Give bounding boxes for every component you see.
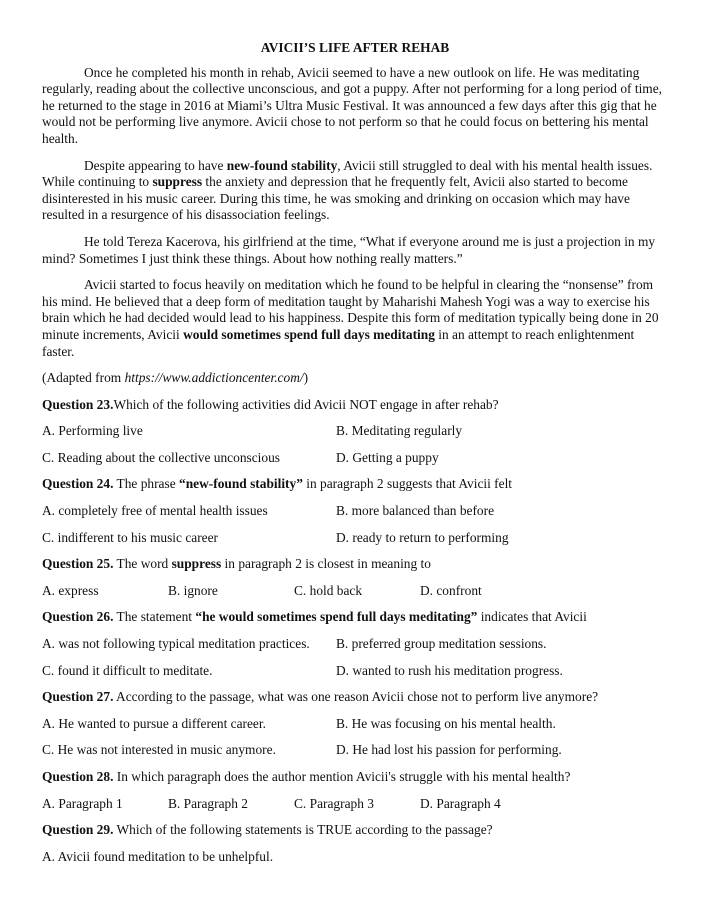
question-stem [42, 689, 668, 716]
answer-option[interactable]: D. wanted to rush his meditation progress. [336, 662, 563, 678]
passage-body [42, 65, 668, 361]
question-stem [42, 556, 668, 583]
answer-option[interactable]: B. more balanced than before [336, 503, 495, 519]
source-suffix: ) [303, 370, 309, 386]
answer-option[interactable]: C. Paragraph 3 [294, 795, 374, 811]
options-row [42, 450, 668, 477]
text-run: in an attempt to reach enlightenment faster. [42, 326, 635, 359]
options-row [42, 849, 668, 876]
document-page [42, 40, 668, 875]
bold-phrase: would sometimes spend full days meditating [183, 326, 435, 342]
answer-option[interactable]: A. was not following typical meditation practices. [42, 636, 310, 652]
text-run: Which of the following statements is TRUE according to the passage? [113, 822, 493, 838]
bold-phrase: new-found stability [226, 157, 338, 173]
answer-option[interactable]: A. Avicii found meditation to be unhelpful. [42, 848, 274, 864]
answer-option[interactable]: D. He had lost his passion for performing. [336, 742, 562, 758]
answer-option[interactable]: D. Getting a puppy [336, 449, 439, 465]
options-row [42, 503, 668, 530]
question-number: Question 29. [42, 822, 114, 838]
text-run: Despite appearing to have [84, 157, 227, 173]
question-number: Question 28. [42, 769, 114, 784]
text-run: Avicii started to focus heavily on meditation which he found to be helpful in clearing the “nonsense” from his mind. He believed that a deep form of meditation taught by Maharishi Mahesh Yogi was a way to exercise his brain which he had decided would lead to his happiness. Despite this form of meditation typically being done in 20 minute increments, Avicii [42, 277, 659, 342]
question-list [42, 397, 668, 876]
answer-option[interactable]: A. Performing live [42, 423, 143, 439]
answer-option[interactable]: A. Paragraph 1 [42, 795, 123, 811]
text-run: in paragraph 2 suggests that Avicii felt [302, 476, 513, 492]
answer-option[interactable]: B. Meditating regularly [336, 423, 463, 439]
source-prefix: (Adapted from [42, 370, 125, 386]
text-run: Once he completed his month in rehab, Avicii seemed to have a new outlook on life. He was meditating regularly, reading about the collective unconscious, and got a puppy. After not performing for a long period of time, he returned to the stage in 2016 at Miami’s Ultra Music Festival. It was announced a few days after this gig that he would not be performing live anymore. Avicii chose to not perform so that he could focus on bettering his mental health. [42, 64, 663, 146]
answer-option[interactable]: C. found it difficult to meditate. [42, 662, 213, 678]
answer-option[interactable]: A. express [42, 582, 99, 598]
answer-option[interactable]: C. He was not interested in music anymore. [42, 742, 276, 758]
question-stem [42, 476, 668, 503]
question-number: Question 27. [42, 689, 114, 705]
options-row [42, 636, 668, 663]
question-number: Question 26. [42, 609, 114, 625]
options-row [42, 530, 668, 557]
answer-option[interactable]: D. Paragraph 4 [420, 795, 501, 811]
source-url: https://www.addictioncenter.com/ [124, 370, 304, 386]
options-row [42, 663, 668, 690]
bold-phrase: “he would sometimes spend full days meditating” [195, 609, 478, 625]
paragraph-2 [42, 158, 668, 224]
source-citation [42, 370, 668, 387]
text-run: Which of the following activities did Avicii NOT engage in after rehab? [113, 396, 499, 412]
question-number: Question 24. [42, 476, 114, 492]
text-run: the anxiety and depression that he frequently felt, Avicii also started to become disinterested in his music career. During this time, he was smoking and drinking on occasion which may have resulted in a resurgence of his disassociation feelings. [42, 174, 630, 223]
text-run: In which paragraph does the author mention Avicii's struggle with his mental health? [113, 769, 571, 784]
text-run: indicates that Avicii [477, 609, 587, 625]
bold-phrase: suppress [171, 556, 222, 572]
passage-title: AVICII’S LIFE AFTER REHAB [260, 40, 450, 55]
question-stem [42, 397, 668, 424]
bold-phrase: “new-found stability” [179, 476, 303, 492]
question-stem [42, 769, 668, 796]
answer-option[interactable]: C. Reading about the collective unconscious [42, 449, 280, 465]
text-run: The word [113, 556, 172, 572]
paragraph-4 [42, 277, 668, 360]
text-run: According to the passage, what was one reason Avicii chose not to perform live anymore? [113, 689, 599, 705]
text-run: He told Tereza Kacerova, his girlfriend at the time, “What if everyone around me is just a projection in my mind? Sometimes I just think these things. About how nothing really matters.” [42, 233, 656, 266]
options-row [42, 796, 668, 823]
answer-option[interactable]: B. ignore [168, 582, 218, 598]
text-run: The statement [113, 609, 196, 625]
answer-option[interactable]: A. completely free of mental health issues [42, 503, 268, 519]
answer-option[interactable]: D. confront [420, 582, 482, 598]
answer-option[interactable]: B. preferred group meditation sessions. [336, 636, 547, 652]
answer-option[interactable]: D. ready to return to performing [336, 529, 509, 545]
answer-option[interactable]: B. He was focusing on his mental health. [336, 715, 556, 731]
answer-option[interactable]: C. indifferent to his music career [42, 529, 219, 545]
paragraph-1 [42, 65, 668, 148]
options-row [42, 742, 668, 769]
answer-option[interactable]: C. hold back [294, 582, 363, 598]
answer-option[interactable]: A. He wanted to pursue a different career. [42, 715, 266, 731]
options-row [42, 716, 668, 743]
question-number: Question 23. [42, 396, 114, 412]
text-run: in paragraph 2 is closest in meaning to [221, 556, 431, 572]
paragraph-3 [42, 234, 668, 267]
options-row [42, 583, 668, 610]
bold-phrase: suppress [152, 174, 203, 190]
question-stem [42, 609, 668, 636]
text-run: The phrase [113, 476, 180, 492]
answer-option[interactable]: B. Paragraph 2 [168, 795, 248, 811]
question-stem [42, 822, 668, 849]
text-run: , Avicii still struggled to deal with his mental health issues. While continuing to [42, 157, 653, 190]
options-row [42, 423, 668, 450]
question-number: Question 25. [42, 556, 114, 572]
